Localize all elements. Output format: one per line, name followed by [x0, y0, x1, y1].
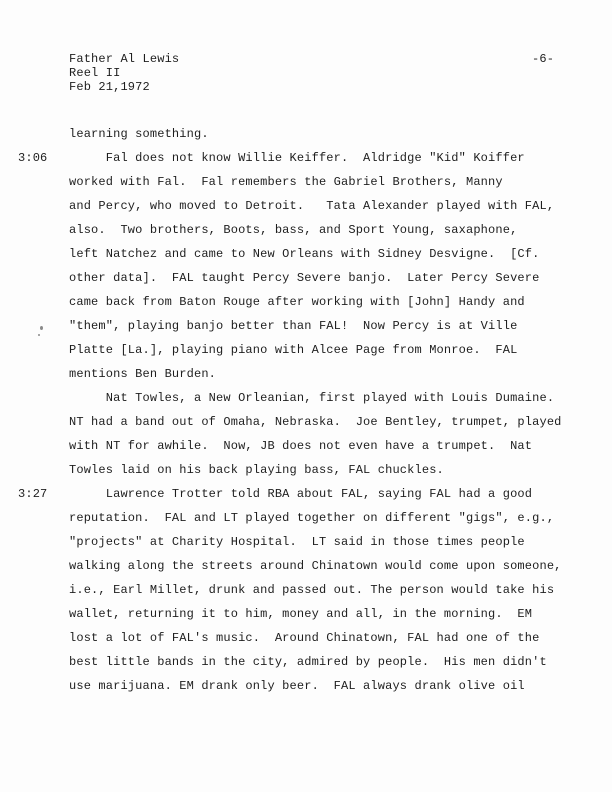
- body-line: use marijuana. EM drank only beer. FAL always drank olive oil: [69, 679, 525, 693]
- body-line: NT had a band out of Omaha, Nebraska. Joe Bentley, trumpet, played: [69, 415, 562, 429]
- scan-speck: [38, 334, 40, 336]
- body-line: walking along the streets around Chinatown would come upon someone,: [69, 559, 562, 573]
- body-line: also. Two brothers, Boots, bass, and Sport Young, saxaphone,: [69, 223, 518, 237]
- interviewee-name: Father Al Lewis: [69, 52, 180, 66]
- body-line: and Percy, who moved to Detroit. Tata Alexander played with FAL,: [69, 199, 555, 213]
- scan-speck: [40, 326, 43, 330]
- body-line: Nat Towles, a New Orleanian, first played with Louis Dumaine.: [69, 391, 555, 405]
- body-line: i.e., Earl Millet, drunk and passed out. The person would take his: [69, 583, 555, 597]
- page-number: -6-: [532, 52, 555, 66]
- body-line: left Natchez and came to New Orleans with Sidney Desvigne. [Cf.: [69, 247, 540, 261]
- reel-label: Reel II: [69, 66, 121, 80]
- body-line: mentions Ben Burden.: [69, 367, 217, 381]
- body-line: with NT for awhile. Now, JB does not even have a trumpet. Nat: [69, 439, 533, 453]
- body-line: worked with Fal. Fal remembers the Gabriel Brothers, Manny: [69, 175, 503, 189]
- body-line: Lawrence Trotter told RBA about FAL, saying FAL had a good: [69, 487, 533, 501]
- timestamp-marker: 3:27: [18, 487, 48, 501]
- body-line: "projects" at Charity Hospital. LT said in those times people: [69, 535, 525, 549]
- body-line: Fal does not know Willie Keiffer. Aldridge "Kid" Koiffer: [69, 151, 525, 165]
- body-line: lost a lot of FAL's music. Around Chinatown, FAL had one of the: [69, 631, 540, 645]
- body-line: learning something.: [69, 127, 209, 141]
- body-line: reputation. FAL and LT played together on different "gigs", e.g.,: [69, 511, 555, 525]
- body-line: Platte [La.], playing piano with Alcee Page from Monroe. FAL: [69, 343, 518, 357]
- body-line: wallet, returning it to him, money and all, in the morning. EM: [69, 607, 533, 621]
- body-line: "them", playing banjo better than FAL! Now Percy is at Ville: [69, 319, 518, 333]
- body-line: Towles laid on his back playing bass, FAL chuckles.: [69, 463, 444, 477]
- body-line: other data]. FAL taught Percy Severe banjo. Later Percy Severe: [69, 271, 540, 285]
- body-line: came back from Baton Rouge after working with [John] Handy and: [69, 295, 525, 309]
- body-line: best little bands in the city, admired by people. His men didn't: [69, 655, 547, 669]
- interview-date: Feb 21,1972: [69, 80, 150, 94]
- timestamp-marker: 3:06: [18, 151, 48, 165]
